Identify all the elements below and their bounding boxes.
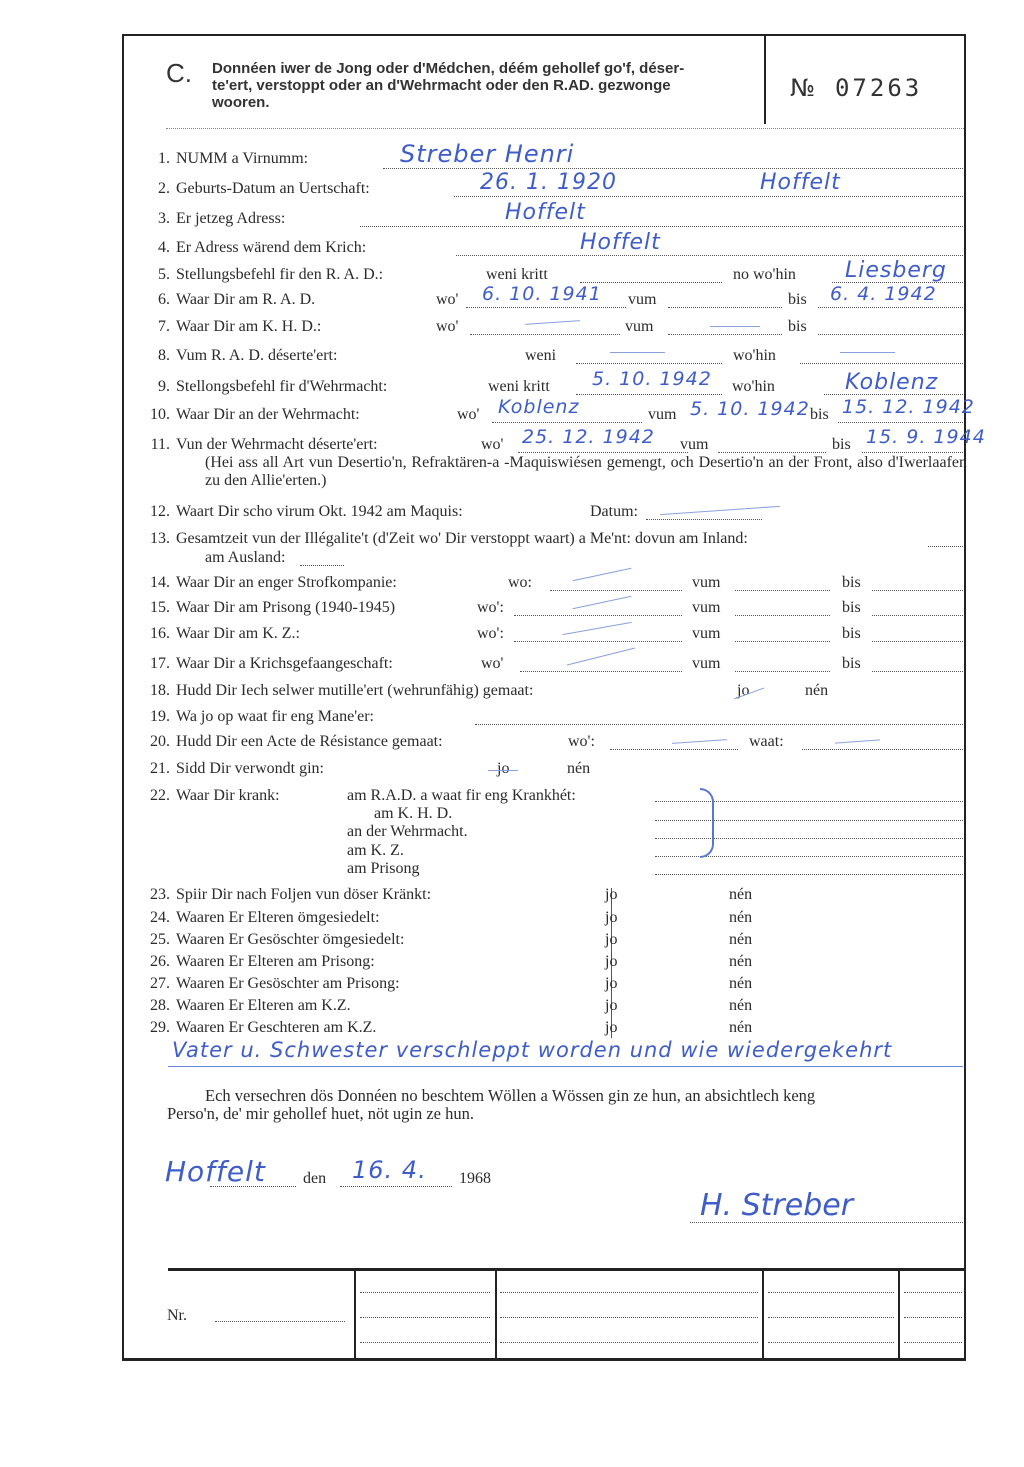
row-29: [140, 1019, 376, 1037]
field-line: [210, 1186, 296, 1187]
nen-option[interactable]: nén: [729, 886, 753, 903]
strike-mark: [488, 770, 518, 771]
nen-option[interactable]: nén: [729, 909, 753, 926]
row-number: 5.: [158, 266, 170, 283]
jo-option[interactable]: jo: [605, 975, 618, 992]
row-label: Waaren Er Elteren am Prisong:: [176, 953, 375, 970]
field-line: [610, 749, 738, 750]
nen-option[interactable]: nén: [805, 682, 829, 699]
declaration-line: Ech versechren dös Donnéen no beschtem Wöllen a Wössen gin ze hun, an absichtlech keng: [205, 1086, 816, 1105]
empty-mark: [567, 648, 635, 666]
field-line: [520, 671, 682, 672]
empty-mark: [610, 352, 665, 353]
row-label: Waaren Er Gesöschter ömgesiedelt:: [176, 931, 405, 948]
row-27: [140, 975, 400, 993]
field-line: [655, 874, 963, 875]
footer-cell-line: [500, 1317, 758, 1318]
row-number: 4.: [158, 239, 170, 256]
rad-from-value[interactable]: 6. 10. 1941: [482, 283, 602, 305]
field-line: [470, 334, 620, 335]
wo-label: wo':: [477, 599, 504, 616]
header-divider-vertical: [764, 36, 766, 124]
field-line: [383, 168, 963, 169]
wehrmacht-destination-value[interactable]: Koblenz: [845, 370, 939, 395]
header-title-line: Donnéen iwer de Jong oder d'Médchen, déém gehollef go'f, déser-: [212, 60, 685, 77]
jo-option[interactable]: jo: [605, 953, 618, 970]
empty-mark: [672, 739, 727, 744]
field-line: [646, 519, 762, 520]
row-number: 9.: [158, 378, 170, 395]
wohin-label: wo'hin: [732, 378, 775, 395]
row-number: 26.: [150, 953, 170, 970]
row-number: 28.: [150, 997, 170, 1014]
row-11: [140, 436, 378, 454]
vum-label: vum: [625, 318, 654, 335]
footer-col-divider: [495, 1270, 497, 1360]
row-label: Waaren Er Gesöschter am Prisong:: [176, 975, 400, 992]
field-line: [475, 724, 963, 725]
jo-option[interactable]: jo: [605, 909, 618, 926]
field-line: [735, 615, 830, 616]
row-label: Vum R. A. D. déserte'ert:: [176, 347, 338, 364]
desertion-place-value[interactable]: 25. 12. 1942: [522, 426, 655, 448]
birth-date-value[interactable]: 26. 1. 1920: [480, 170, 617, 195]
wehrmacht-place-value[interactable]: Koblenz: [498, 396, 580, 418]
row-label: Er jetzeg Adress:: [176, 210, 286, 227]
illness-item: an der Wehrmacht.: [347, 823, 468, 840]
vum-label: vum: [628, 291, 657, 308]
row-3: [140, 210, 285, 228]
row-label: NUMM a Virnumm:: [176, 150, 309, 167]
row-number: 25.: [150, 931, 170, 948]
birth-place-value[interactable]: Hoffelt: [760, 170, 841, 195]
field-line: [456, 255, 963, 256]
empty-mark: [525, 320, 580, 325]
row-25: [140, 931, 404, 949]
field-line: [514, 641, 682, 642]
jo-option[interactable]: jo: [737, 682, 750, 699]
illness-item: am Prisong: [347, 860, 420, 877]
row-label: Stellungsbefehl fir den R. A. D.:: [176, 266, 384, 283]
desertion-until-value[interactable]: 15. 9. 1944: [866, 426, 986, 448]
row-21: [140, 760, 324, 778]
header-title-line: wooren.: [212, 94, 270, 111]
current-address-value[interactable]: Hoffelt: [505, 200, 586, 225]
field-line: [668, 334, 782, 335]
document-number: [790, 74, 922, 102]
field-line: [818, 334, 963, 335]
footer-col-divider: [898, 1270, 900, 1360]
vum-label: vum: [692, 655, 721, 672]
row-17: [140, 655, 393, 673]
footer-rule-top: [168, 1268, 966, 1271]
empty-mark: [835, 739, 880, 743]
row-16: [140, 625, 300, 643]
empty-mark: [660, 506, 780, 515]
row-label: Geburts-Datum an Uertschaft:: [176, 180, 370, 197]
frame-bottom: [122, 1358, 966, 1361]
row-number: 8.: [158, 347, 170, 364]
row-label: Waar Dir an enger Strofkompanie:: [176, 574, 397, 591]
bis-label: bis: [842, 625, 861, 642]
field-line: [454, 196, 963, 197]
row-23: [140, 886, 431, 904]
wehrmacht-order-date-value[interactable]: 5. 10. 1942: [592, 368, 712, 390]
illness-item: am K. H. D.: [374, 805, 453, 822]
row-number: 1.: [158, 150, 170, 167]
signing-date-value[interactable]: 16. 4.: [352, 1156, 427, 1184]
footer-cell-line: [768, 1292, 894, 1293]
row-label: Hudd Dir een Acte de Résistance gemaat:: [176, 733, 443, 750]
row-number: 21.: [150, 760, 170, 777]
footer-col-divider: [762, 1270, 764, 1360]
bis-label: bis: [842, 574, 861, 591]
note-11: (Hei ass all Art vun Desertio'n, Refraktären-a -Maquiswiésen gemengt, och Desertio'n an der Front, also d'Iwerlaafen zu den Allie'erten.): [205, 454, 967, 489]
row-label: Waaren Er Elteren ömgesiedelt:: [176, 909, 380, 926]
row-label: Waar Dir am K. H. D.:: [176, 318, 322, 335]
jo-option[interactable]: jo: [605, 997, 618, 1014]
footer-cell-line: [360, 1317, 490, 1318]
illness-item: am R.A.D. a waat fir eng Krankhét:: [347, 787, 576, 804]
row-label: Sidd Dir verwondt gin:: [176, 760, 324, 777]
row-7: [140, 318, 321, 336]
header-title-line: te'ert, verstoppt oder an d'Wehrmacht oder den R.AD. gezwonge: [212, 77, 671, 94]
row-number: 7.: [158, 318, 170, 335]
footer-cell-line: [904, 1292, 962, 1293]
ausland-label: am Ausland:: [205, 549, 286, 566]
field-line: [215, 1321, 345, 1322]
nen-option[interactable]: nén: [729, 953, 753, 970]
row-number: 13.: [150, 530, 170, 547]
wo-label: wo':: [568, 733, 595, 750]
jo-option[interactable]: jo: [497, 760, 510, 777]
footer-cell-line: [904, 1317, 962, 1318]
field-line: [466, 307, 626, 308]
field-line: [802, 749, 963, 750]
vum-label: vum: [648, 406, 677, 423]
nen-option[interactable]: nén: [567, 760, 591, 777]
wo-label: wo': [436, 291, 459, 308]
wo-label: wo': [457, 406, 480, 423]
nen-option[interactable]: nén: [729, 931, 753, 948]
field-line: [872, 671, 963, 672]
vum-label: vum: [692, 574, 721, 591]
war-address-value[interactable]: Hoffelt: [580, 230, 661, 255]
frame-left: [122, 34, 124, 1360]
signing-place-value[interactable]: Hoffelt: [165, 1155, 266, 1188]
name-value[interactable]: Streber Henri: [400, 140, 575, 168]
weni-label: weni: [525, 347, 557, 364]
den-label: den: [303, 1170, 327, 1187]
illness-item: am K. Z.: [347, 842, 404, 859]
bis-label: bis: [842, 655, 861, 672]
footer-cell-line: [360, 1292, 490, 1293]
bis-label: bis: [832, 436, 851, 453]
wo-label: wo': [481, 655, 504, 672]
field-line: [735, 590, 830, 591]
field-line: [492, 422, 642, 423]
row-label: Waaren Er Elteren am K.Z.: [176, 997, 351, 1014]
waat-label: waat:: [749, 733, 784, 750]
row-label: Waart Dir scho virum Okt. 1942 am Maquis:: [176, 503, 463, 520]
rad-until-value[interactable]: 6. 4. 1942: [830, 283, 937, 305]
row-number: 19.: [150, 708, 170, 725]
row-5: [140, 266, 383, 284]
frame-top: [122, 34, 966, 36]
row-4: [140, 239, 366, 257]
row-label: Er Adress wärend dem Krich:: [176, 239, 367, 256]
footer-cell-line: [768, 1342, 894, 1343]
footer-cell-line: [904, 1342, 962, 1343]
row-number: 2.: [158, 180, 170, 197]
footer-cell-line: [768, 1317, 894, 1318]
row-number: 27.: [150, 975, 170, 992]
rad-destination-value[interactable]: Liesberg: [845, 258, 947, 283]
signature: H. Streber: [700, 1188, 854, 1223]
row-number: 29.: [150, 1019, 170, 1036]
row-label: Waar Dir an der Wehrmacht:: [176, 406, 360, 423]
signing-year: 1968: [459, 1170, 491, 1187]
footer-cell-line: [500, 1342, 758, 1343]
field-line: [735, 641, 830, 642]
field-line: [576, 363, 722, 364]
row-number: 20.: [150, 733, 170, 750]
row-26: [140, 953, 375, 971]
field-line: [735, 671, 830, 672]
signature-line: [690, 1222, 963, 1223]
jo-option[interactable]: jo: [605, 931, 618, 948]
bis-label: bis: [788, 318, 807, 335]
field-line: [818, 307, 963, 308]
row-24: [140, 909, 380, 927]
empty-mark: [562, 622, 631, 635]
field-line: [872, 590, 963, 591]
field-line: [576, 394, 722, 395]
field-line: [872, 641, 963, 642]
row-13: [140, 530, 748, 548]
field-line: [668, 307, 782, 308]
row-label: Waar Dir krank:: [176, 787, 280, 804]
row-number: 11.: [150, 436, 170, 453]
vum-label: vum: [692, 625, 721, 642]
row-number: 23.: [150, 886, 170, 903]
header-title: [212, 60, 684, 111]
header-underline: [166, 128, 964, 129]
jo-option[interactable]: jo: [605, 1019, 618, 1036]
section-letter: C.: [166, 58, 192, 88]
row-6: [140, 291, 315, 309]
footer-col-divider: [354, 1270, 356, 1360]
empty-mark: [573, 568, 632, 581]
row-number: 6.: [158, 291, 170, 308]
field-line: [862, 452, 963, 453]
row-9: [140, 378, 387, 396]
row-label: Gesamtzeit vun der Illégalite't (d'Zeit wo' Dir verstoppt waart) a Me'nt: dovun am Inland:: [176, 530, 748, 547]
vum-label: vum: [680, 436, 709, 453]
field-line: [718, 452, 826, 453]
empty-mark: [840, 352, 895, 353]
row-label: Waar Dir am K. Z.:: [176, 625, 300, 642]
field-line: [340, 1186, 452, 1187]
row-label: Waar Dir am Prisong (1940-1945): [176, 599, 396, 616]
row-label: Waaren Er Geschteren am K.Z.: [176, 1019, 377, 1036]
handwritten-brace: [700, 788, 714, 858]
number-value: 07263: [834, 74, 923, 102]
wohin-label: no wo'hin: [733, 266, 796, 283]
declaration-line: Perso'n, de' mir gehollef huet, nöt ugin ze hun.: [167, 1104, 475, 1123]
wo-label: wo': [481, 436, 504, 453]
row-number: 15.: [150, 599, 170, 616]
vum-label: vum: [692, 599, 721, 616]
empty-mark: [710, 326, 760, 327]
field-line: [300, 565, 344, 566]
row-1: [140, 150, 308, 168]
nen-option[interactable]: nén: [729, 1019, 753, 1036]
row-15: [140, 599, 395, 617]
bis-label: bis: [810, 406, 829, 423]
weni-label: weni kritt: [486, 266, 548, 283]
row-8: [140, 347, 337, 365]
row-number: 14.: [150, 574, 170, 591]
footer-nr-label: Nr.: [167, 1307, 187, 1324]
row-label: Hudd Dir Iech selwer mutille'ert (wehrunfähig) gemaat:: [176, 682, 534, 699]
footer-cell-line: [500, 1292, 758, 1293]
wehrmacht-from-value[interactable]: 5. 10. 1942: [690, 398, 810, 420]
footer-cell-line: [360, 1342, 490, 1343]
wohin-label: wo'hin: [733, 347, 776, 364]
row-19: [140, 708, 374, 726]
row-label: Wa jo op waat fir eng Mane'er:: [176, 708, 374, 725]
wo-label: wo:: [508, 574, 532, 591]
field-line: [518, 452, 688, 453]
row-number: 22.: [150, 787, 170, 804]
row-label: Stellongsbefehl fir d'Wehrmacht:: [176, 378, 388, 395]
bis-label: bis: [788, 291, 807, 308]
frame-right: [964, 34, 966, 1360]
remark-underline: [168, 1066, 963, 1067]
weni-label: weni kritt: [488, 378, 550, 395]
field-line: [360, 226, 963, 227]
row-2: [140, 180, 370, 198]
handwritten-remark[interactable]: Vater u. Schwester verschleppt worden und wie wiedergekehrt: [172, 1038, 893, 1062]
row-28: [140, 997, 351, 1015]
field-line: [872, 615, 963, 616]
field-line: [550, 590, 682, 591]
number-symbol: №: [790, 74, 815, 102]
row-number: 17.: [150, 655, 170, 672]
field-line: [514, 615, 682, 616]
row-10: [140, 406, 360, 424]
field-line: [800, 363, 963, 364]
row-label: Waar Dir a Krichsgefaangeschaft:: [176, 655, 393, 672]
row-18: [140, 682, 533, 700]
jo-option[interactable]: jo: [605, 886, 618, 903]
row-number: 3.: [158, 210, 170, 227]
row-number: 12.: [150, 503, 170, 520]
row-number: 18.: [150, 682, 170, 699]
row-22: [140, 787, 280, 805]
field-line: [838, 422, 963, 423]
row-label: Waar Dir am R. A. D.: [176, 291, 316, 308]
row-12: [140, 503, 463, 521]
nen-option[interactable]: nén: [729, 997, 753, 1014]
datum-label: Datum:: [590, 503, 638, 520]
row-20: [140, 733, 443, 751]
wo-label: wo': [436, 318, 459, 335]
empty-mark: [573, 596, 632, 609]
field-line: [928, 546, 963, 547]
row-number: 10.: [150, 406, 170, 423]
row-number: 16.: [150, 625, 170, 642]
bis-label: bis: [842, 599, 861, 616]
wo-label: wo':: [477, 625, 504, 642]
row-number: 24.: [150, 909, 170, 926]
row-14: [140, 574, 397, 592]
wehrmacht-until-value[interactable]: 15. 12. 1942: [842, 396, 975, 418]
nen-option[interactable]: nén: [729, 975, 753, 992]
row-label: Vun der Wehrmacht déserte'ert:: [176, 436, 378, 453]
row-label: Spiir Dir nach Foljen vun döser Kränkt:: [176, 886, 432, 903]
